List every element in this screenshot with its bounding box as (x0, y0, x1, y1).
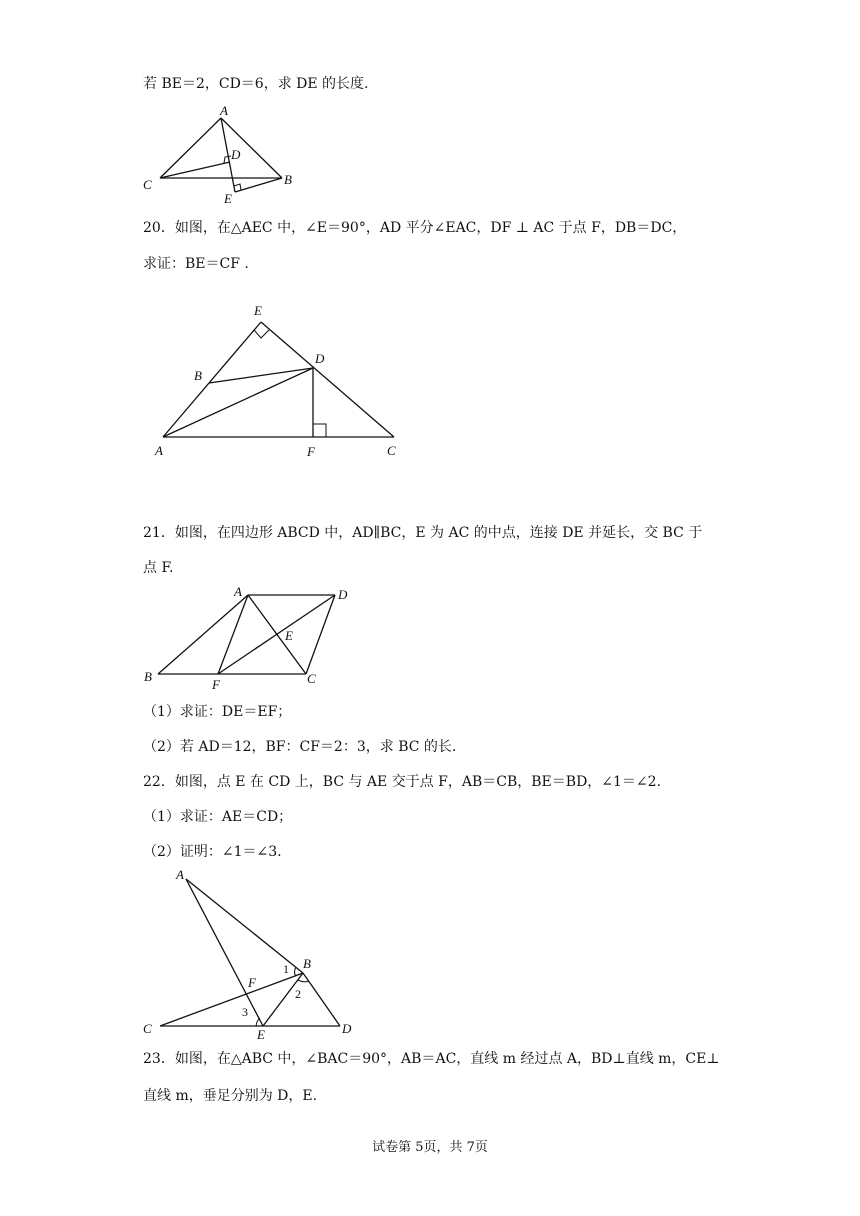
fig22-label-c: C (143, 1021, 152, 1036)
q23-line-1: 23．如图，在△ABC 中，∠BAC＝90°，AB＝AC，直线 m 经过点 A，BD⊥直线 m，CE⊥ (143, 1051, 720, 1067)
fig20-label-a: A (155, 443, 163, 458)
q22-part-1: （1）求证：AE＝CD； (143, 809, 293, 825)
fig21-lines (158, 595, 335, 674)
fig21-label-f: F (212, 677, 220, 692)
figure-22 (140, 862, 370, 1047)
fig21-label-e: E (285, 628, 293, 643)
fig20-label-c: C (387, 443, 396, 458)
q19-tail-text: 若 BE＝2，CD＝6，求 DE 的长度. (143, 76, 369, 92)
q20-line-2: 求证：BE＝CF . (143, 256, 249, 272)
q21-part-1: （1）求证：DE＝EF； (143, 704, 292, 720)
fig20-label-d: D (315, 351, 325, 366)
fig19-label-c: C (143, 177, 152, 192)
fig19-lines (160, 118, 282, 192)
fig22-label-angle-1: 1 (283, 962, 289, 976)
fig19-label-d: D (231, 147, 241, 162)
fig20-label-e: E (254, 303, 262, 318)
fig20-label-b: B (194, 368, 202, 383)
fig22-label-f: F (248, 975, 256, 990)
fig21-label-d: D (338, 587, 348, 602)
q20-line-1: 20．如图，在△AEC 中，∠E＝90°，AD 平分∠EAC，DF ⊥ AC 于点 F，DB＝DC， (143, 220, 687, 236)
fig22-label-angle-3: 3 (242, 1005, 248, 1019)
fig21-label-a: A (234, 584, 242, 599)
q21-part-2: （2）若 AD＝12，BF：CF＝2：3，求 BC 的长. (143, 739, 457, 755)
figure-20 (150, 298, 410, 463)
q22-line-1: 22．如图，点 E 在 CD 上，BC 与 AE 交于点 F，AB＝CB，BE＝BD，∠1＝∠2. (143, 774, 662, 790)
fig22-lines (160, 879, 340, 1026)
fig22-label-e: E (257, 1027, 265, 1042)
fig20-right-angle-marks (254, 330, 326, 437)
fig22-label-b: B (303, 956, 311, 971)
q21-line-2: 点 F. (143, 560, 174, 576)
fig22-label-a: A (176, 867, 184, 882)
fig19-label-b: B (284, 172, 292, 187)
fig19-label-e: E (224, 191, 232, 206)
figure-21 (140, 582, 360, 694)
fig20-label-f: F (307, 444, 315, 459)
fig21-label-b: B (144, 669, 152, 684)
fig22-label-d: D (342, 1021, 352, 1036)
q21-line-1: 21．如图，在四边形 ABCD 中，AD∥BC，E 为 AC 的中点，连接 DE 并延长，交 BC 于 (143, 525, 703, 541)
fig19-label-a: A (220, 103, 228, 118)
q22-part-2: （2）证明：∠1＝∠3. (143, 844, 282, 860)
figure-19 (138, 100, 308, 210)
page-footer: 试卷第 5页，共 7页 (372, 1140, 488, 1155)
fig22-label-angle-2: 2 (295, 987, 301, 1001)
q23-line-2: 直线 m，垂足分别为 D，E. (143, 1088, 318, 1104)
fig21-label-c: C (307, 671, 316, 686)
